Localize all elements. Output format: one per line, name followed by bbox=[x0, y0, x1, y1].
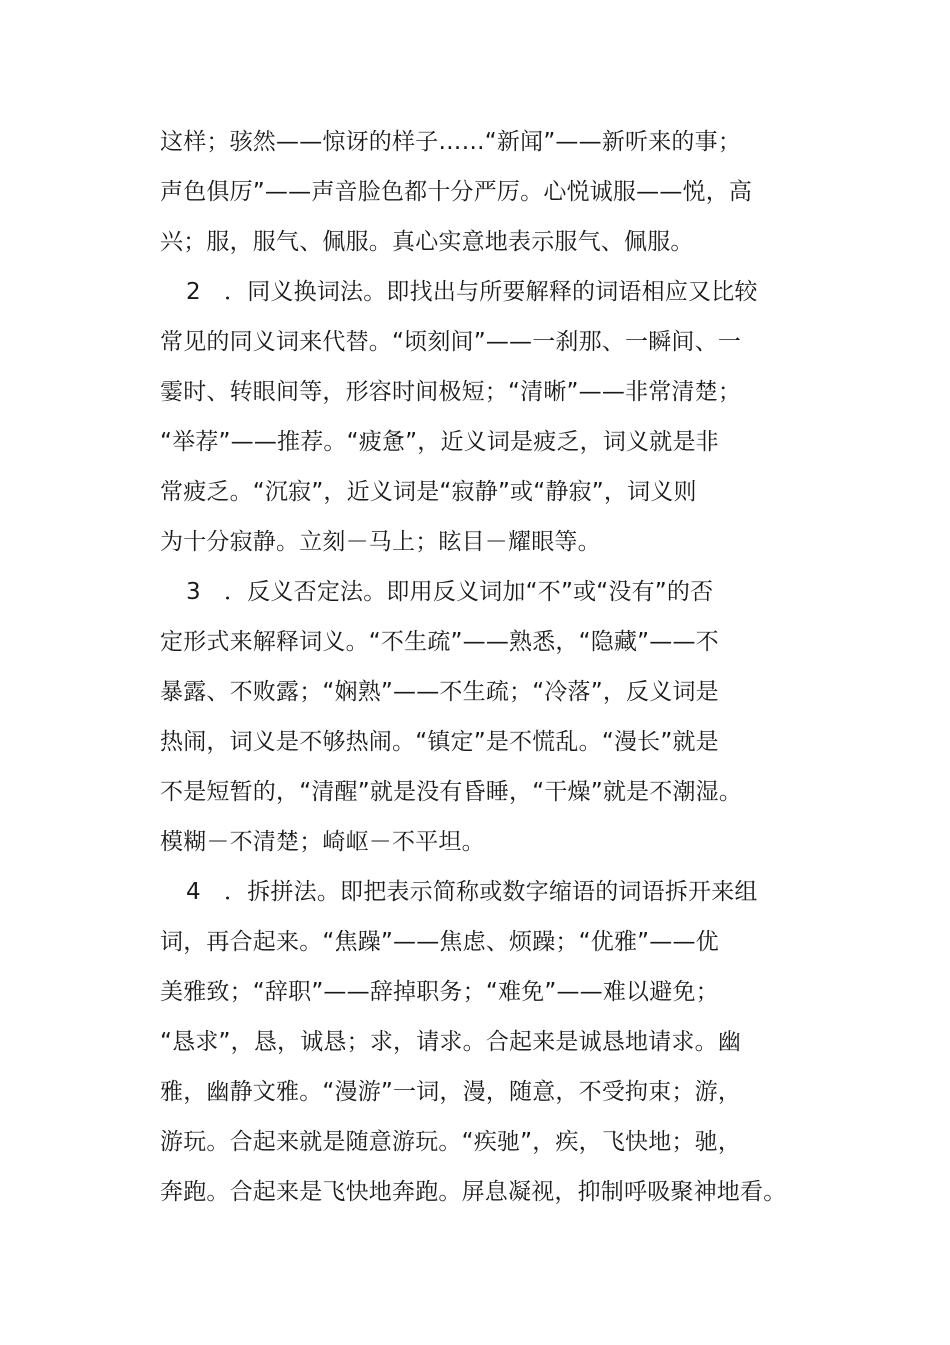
text-line: 暴露、不败露；“娴熟”——不生疏；“冷落”，反义词是 bbox=[160, 679, 719, 705]
numbered-paragraph-start: 3 ．反义否定法。即用反义词加“不”或“没有”的否 bbox=[186, 579, 714, 605]
text-line: 声色俱厉”——声音脸色都十分严厉。心悦诚服——悦，高 bbox=[160, 179, 753, 205]
text-line: 奔跑。合起来是飞快地奔跑。屏息凝视，抑制呼吸聚神地看。 bbox=[160, 1179, 787, 1205]
text-line: 常见的同义词来代替。“顷刻间”——一刹那、一瞬间、一 bbox=[160, 329, 742, 355]
text-line: 模糊－不清楚；崎岖－不平坦。 bbox=[160, 829, 485, 855]
text-line: 热闹，词义是不够热闹。“镇定”是不慌乱。“漫长”就是 bbox=[160, 729, 719, 755]
text-line: 定形式来解释词义。“不生疏”——熟悉，“隐藏”——不 bbox=[160, 629, 719, 655]
text-line: 这样；骇然——惊讶的样子……“新闻”——新听来的事； bbox=[160, 129, 742, 155]
numbered-paragraph-start: 2 ．同义换词法。即找出与所要解释的词语相应又比较 bbox=[186, 279, 758, 305]
text-line: 常疲乏。“沉寂”，近义词是“寂静”或“静寂”，词义则 bbox=[160, 479, 697, 505]
text-line: 词，再合起来。“焦躁”——焦虑、烦躁；“优雅”——优 bbox=[160, 929, 719, 955]
text-line: “举荐”——推荐。“疲惫”，近义词是疲乏，词义就是非 bbox=[160, 429, 719, 455]
numbered-paragraph-start: 4 ．拆拼法。即把表示简称或数字缩语的词语拆开来组 bbox=[186, 879, 758, 905]
text-line: 美雅致；“辞职”——辞掉职务；“难免”——难以避免； bbox=[160, 979, 719, 1005]
text-line: 不是短暂的，“清醒”就是没有昏睡，“干燥”就是不潮湿。 bbox=[160, 779, 743, 805]
text-line: 游玩。合起来就是随意游玩。“疾驰”，疾，飞快地；驰， bbox=[160, 1129, 742, 1155]
text-line: 霎时、转眼间等，形容时间极短；“清晰”——非常清楚； bbox=[160, 379, 742, 405]
text-line: 雅，幽静文雅。“漫游”一词，漫，随意，不受拘束；游， bbox=[160, 1079, 742, 1105]
text-line: 为十分寂静。立刻－马上；眩目－耀眼等。 bbox=[160, 529, 601, 555]
text-line: “恳求”，恳，诚恳；求，请求。合起来是诚恳地请求。幽 bbox=[160, 1029, 742, 1055]
text-line: 兴；服，服气、佩服。真心实意地表示服气、佩服。 bbox=[160, 229, 694, 255]
